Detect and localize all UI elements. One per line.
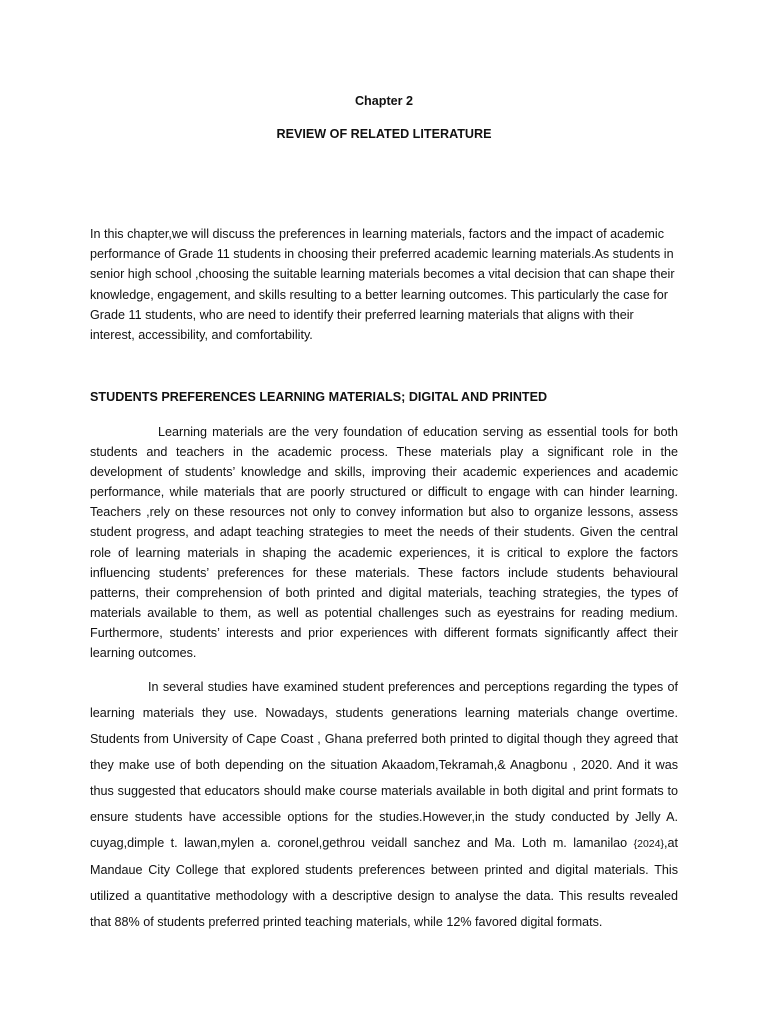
body-paragraph-2 — [90, 674, 678, 935]
body-paragraph-1 — [90, 422, 678, 663]
section-heading: STUDENTS PREFERENCES LEARNING MATERIALS; DIGITAL AND PRINTED — [90, 390, 548, 404]
citation-year: {2024} — [633, 838, 664, 850]
chapter-label: Chapter 2 — [354, 94, 414, 108]
chapter-title: REVIEW OF RELATED LITERATURE — [276, 127, 492, 141]
body-paragraph-1-text: Learning materials are the very foundation of education serving as essential tools for both students and teachers in the academic process. These materials play a significant role in the development of students’ knowledge and skills, improving their academic experiences and academic performance, while materials that are poorly structured or difficult to engage with can hinder learning. Teachers ,rely on these resources not only to convey information but also to organize lessons, assess student progress, and adapt teaching strategies to meet the needs of their students. Given the central role of learning materials in shaping the academic experiences, it is critical to explore the factors influencing students’ preferences for these materials. These factors include students behavioural patterns, their comprehension of both printed and digital materials, teaching strategies, the types of materials available to them, as well as potential challenges such as eyestrains for reading medium. Furthermore, students’ interests and prior experiences with different formats significantly affect their learning outcomes. — [90, 425, 678, 661]
intro-paragraph: In this chapter,we will discuss the preferences in learning materials, factors and the impact of academic performance of Grade 11 students in choosing their preferred academic learning materials.As students in senior high school ,choosing the suitable learning materials becomes a vital decision that can shape their knowledge, engagement, and skills resulting to a better learning outcomes. This particularly the case for Grade 11 students, who are need to identify their preferred learning materials that aligns with their interest, accessibility, and comfortability. — [90, 227, 675, 343]
body-paragraph-2-text-b: ,at Mandaue City College that explored students preferences between printed and digital materials. This utilized a quantitative methodology with a descriptive design to analyse the data. This results revealed that 88% of students preferred printed teaching materials, while 12% favored digital formats. — [90, 836, 678, 929]
body-paragraph-2-text-a: In several studies have examined student preferences and perceptions regarding the types of learning materials they use. Nowadays, students generations learning materials change overtime. Students from University of Cape Coast , Ghana preferred both printed to digital though they agreed that they make use of both depending on the situation Akaadom,Tekramah,& Anagbonu , 2020. And it was thus suggested that educators should make course materials available in both digital and print formats to ensure students have accessible options for the studies.However,in the study conducted by Jelly A. cuyag,dimple t. lawan,mylen a. coronel,gethrou veidall sanchez and Ma. Loth m. lamanilao — [90, 680, 678, 850]
